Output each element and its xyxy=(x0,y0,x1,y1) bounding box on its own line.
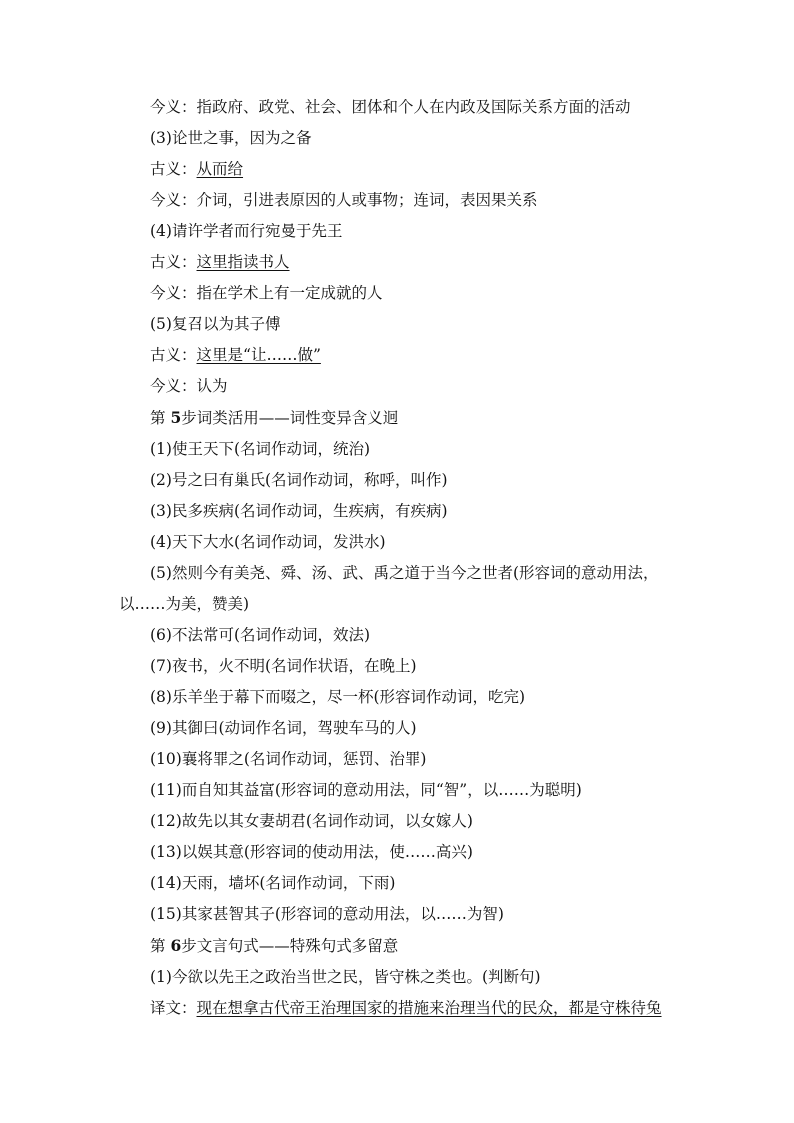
list-item: (5)然则今有美尧、舜、汤、武、禹之道于当今之世者(形容词的意动用法，以……为美，赞美) xyxy=(119,564,659,613)
answer-text: 这里指读书人 xyxy=(196,253,290,271)
ancient-meaning-line xyxy=(119,247,681,278)
list-item: (1)使王天下(名词作动词，统治) xyxy=(150,440,371,458)
list-item: (7)夜书，火不明(名词作状语，在晚上) xyxy=(150,657,417,675)
example-sentence: (4)请许学者而行宛曼于先王 xyxy=(150,222,343,240)
heading-prefix: 第 xyxy=(150,409,171,427)
list-item: (6)不法常可(名词作动词，效法) xyxy=(150,626,371,644)
translation-line xyxy=(119,993,681,1024)
list-item: (15)其家甚智其子(形容词的意动用法，以……为智) xyxy=(150,905,504,923)
list-item: (12)故先以其女妻胡君(名词作动词，以女嫁人) xyxy=(150,812,473,830)
document-body xyxy=(119,92,681,1024)
line-text: 指政府、政党、社会、团体和个人在内政及国际关系方面的活动 xyxy=(196,98,631,116)
heading-prefix: 第 xyxy=(150,937,171,955)
modern-meaning-line xyxy=(119,185,681,216)
list-item: (8)乐羊坐于幕下而啜之，尽一杯(形容词作动词，吃完) xyxy=(150,688,526,706)
line-label: 古义： xyxy=(150,253,197,271)
list-item: (4)天下大水(名词作动词，发洪水) xyxy=(150,533,386,551)
heading-text: 步词类活用——词性变异含义迥 xyxy=(181,409,399,427)
line-label: 今义： xyxy=(150,284,197,302)
line-text: 介词，引进表原因的人或事物；连词，表因果关系 xyxy=(196,191,538,209)
answer-text: 这里是“让……做” xyxy=(196,346,321,364)
heading-number: 6 xyxy=(170,936,182,955)
list-item: (2)号之曰有巢氏(名词作动词，称呼，叫作) xyxy=(150,471,448,489)
line-label: 译文： xyxy=(150,999,197,1017)
ancient-meaning-line xyxy=(119,154,681,185)
line-text: 认为 xyxy=(196,377,228,395)
ancient-meaning-line xyxy=(119,340,681,371)
line-label: 古义： xyxy=(150,346,197,364)
line-label: 今义： xyxy=(150,191,197,209)
modern-meaning-line xyxy=(119,92,681,123)
line-text: 指在学术上有一定成就的人 xyxy=(196,284,383,302)
example-sentence: (1)今欲以先王之政治当世之民，皆守株之类也。(判断句) xyxy=(150,968,541,986)
section-heading-5 xyxy=(119,402,681,434)
heading-number: 5 xyxy=(170,408,182,427)
modern-meaning-line xyxy=(119,278,681,309)
line-label: 今义： xyxy=(150,98,197,116)
line-label: 今义： xyxy=(150,377,197,395)
example-sentence: (3)论世之事，因为之备 xyxy=(150,129,312,147)
answer-text: 从而给 xyxy=(196,160,244,178)
list-item: (13)以娱其意(形容词的使动用法，使……高兴) xyxy=(150,843,473,861)
example-sentence: (5)复召以为其子傅 xyxy=(150,315,281,333)
list-item: (11)而自知其益富(形容词的意动用法，同“智”，以……为聪明) xyxy=(150,781,582,799)
list-item: (10)襄将罪之(名词作动词，惩罚、治罪) xyxy=(150,750,427,768)
list-item: (3)民多疾病(名词作动词，生疾病，有疾病) xyxy=(150,502,448,520)
heading-text: 步文言句式——特殊句式多留意 xyxy=(181,937,399,955)
modern-meaning-line xyxy=(119,371,681,402)
list-item: (14)天雨，墙坏(名词作动词，下雨) xyxy=(150,874,396,892)
line-label: 古义： xyxy=(150,160,197,178)
list-item: (9)其御曰(动词作名词，驾驶车马的人) xyxy=(150,719,417,737)
section-heading-6 xyxy=(119,930,681,962)
answer-text: 现在想拿古代帝王治理国家的措施来治理当代的民众，都是守株待兔 xyxy=(196,999,662,1017)
